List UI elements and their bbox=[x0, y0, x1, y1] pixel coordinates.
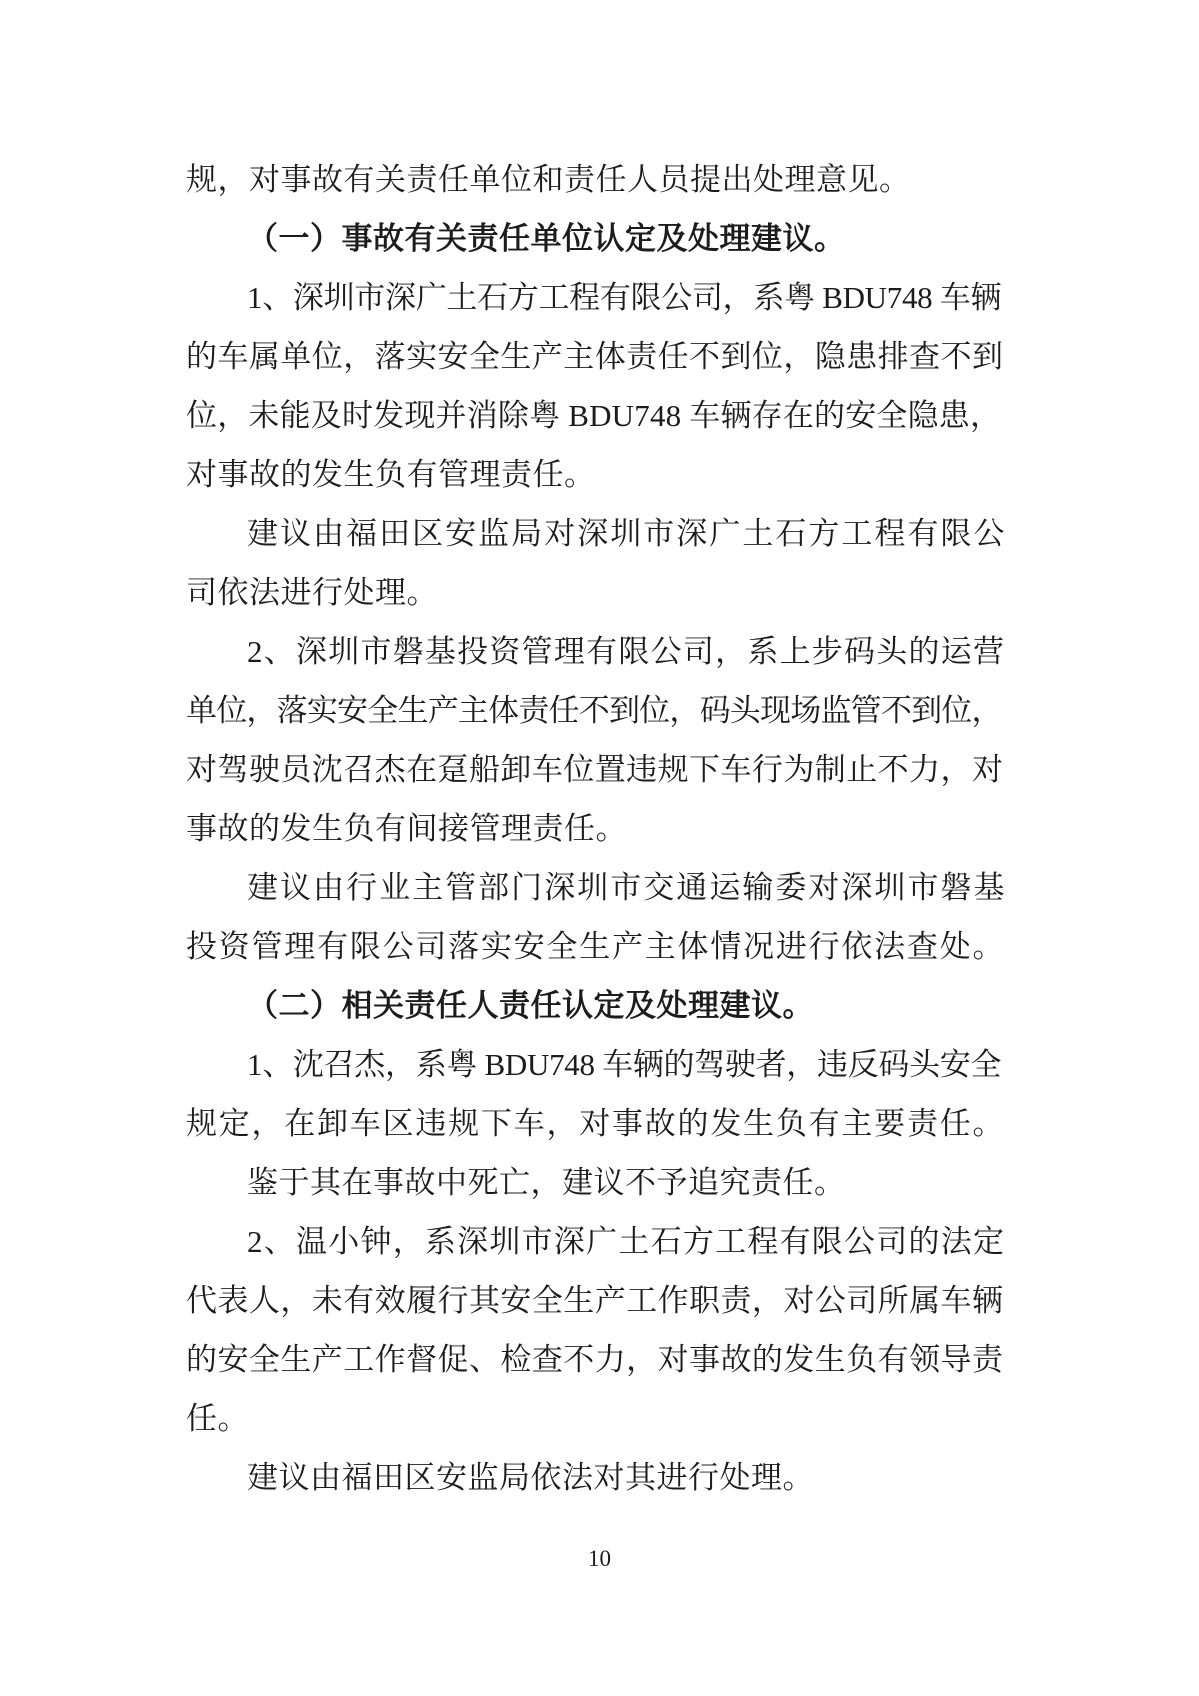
section-heading bbox=[186, 209, 1016, 268]
text-line bbox=[186, 268, 1016, 327]
text-line bbox=[186, 445, 1016, 504]
line-text: 1、深圳市深广土石方工程有限公司，系粤 BDU748 车辆 bbox=[247, 280, 1002, 315]
line-text: 投资管理有限公司落实安全生产主体情况进行依法查处。 bbox=[186, 929, 1006, 964]
line-text: 对事故的发生负有管理责任。 bbox=[186, 457, 596, 492]
text-line bbox=[186, 799, 1016, 858]
text-line bbox=[186, 1153, 1016, 1212]
text-line bbox=[186, 1330, 1016, 1389]
text-line bbox=[186, 150, 1016, 209]
text-line bbox=[186, 1389, 1016, 1448]
text-line bbox=[186, 327, 1016, 386]
line-text: 任。 bbox=[186, 1401, 249, 1436]
section-heading bbox=[186, 976, 1016, 1035]
text-line bbox=[186, 622, 1016, 681]
line-text: 建议由福田区安监局对深圳市深广土石方工程有限公 bbox=[247, 516, 1007, 551]
line-text: 的安全生产工作督促、检查不力，对事故的发生负有领导责 bbox=[186, 1342, 1004, 1377]
line-text: 1、沈召杰，系粤 BDU748 车辆的驾驶者，违反码头安全 bbox=[247, 1047, 1002, 1082]
line-text: 单位，落实安全生产主体责任不到位，码头现场监管不到位， bbox=[186, 693, 1002, 728]
line-text: 规，对事故有关责任单位和责任人员提出处理意见。 bbox=[186, 162, 911, 197]
text-line bbox=[186, 1094, 1016, 1153]
line-text: （二）相关责任人责任认定及处理建议。 bbox=[247, 988, 814, 1023]
text-line bbox=[186, 681, 1016, 740]
line-text: 司依法进行处理。 bbox=[186, 575, 438, 610]
line-text: 事故的发生负有间接管理责任。 bbox=[186, 811, 627, 846]
line-text: 2、深圳市磐基投资管理有限公司，系上步码头的运营 bbox=[247, 634, 1006, 669]
page-number: 10 bbox=[588, 1546, 611, 1571]
line-text: 位，未能及时发现并消除粤 BDU748 车辆存在的安全隐患， bbox=[186, 398, 1002, 433]
text-line bbox=[186, 1212, 1016, 1271]
text-line bbox=[186, 858, 1016, 917]
line-text: 建议由行业主管部门深圳市交通运输委对深圳市磐基 bbox=[247, 870, 1007, 905]
text-line bbox=[186, 917, 1016, 976]
line-text: 2、温小钟，系深圳市深广土石方工程有限公司的法定 bbox=[247, 1224, 1006, 1259]
line-text: 的车属单位，落实安全生产主体责任不到位，隐患排查不到 bbox=[186, 339, 1004, 374]
text-line bbox=[186, 504, 1016, 563]
line-text: 规定，在卸车区违规下车，对事故的发生负有主要责任。 bbox=[186, 1106, 1006, 1141]
text-line bbox=[186, 563, 1016, 622]
line-text: 鉴于其在事故中死亡，建议不予追究责任。 bbox=[247, 1165, 846, 1200]
line-text: （一）事故有关责任单位认定及处理建议。 bbox=[247, 221, 846, 256]
line-text: 代表人，未有效履行其安全生产工作职责，对公司所属车辆 bbox=[186, 1283, 1004, 1318]
line-text: 建议由福田区安监局依法对其进行处理。 bbox=[247, 1460, 814, 1495]
text-line bbox=[186, 740, 1016, 799]
line-text: 对驾驶员沈召杰在趸船卸车位置违规下车行为制止不力，对 bbox=[186, 752, 1004, 787]
document-body bbox=[186, 150, 1016, 1507]
text-line bbox=[186, 386, 1016, 445]
text-line bbox=[186, 1035, 1016, 1094]
text-line bbox=[186, 1448, 1016, 1507]
text-line bbox=[186, 1271, 1016, 1330]
